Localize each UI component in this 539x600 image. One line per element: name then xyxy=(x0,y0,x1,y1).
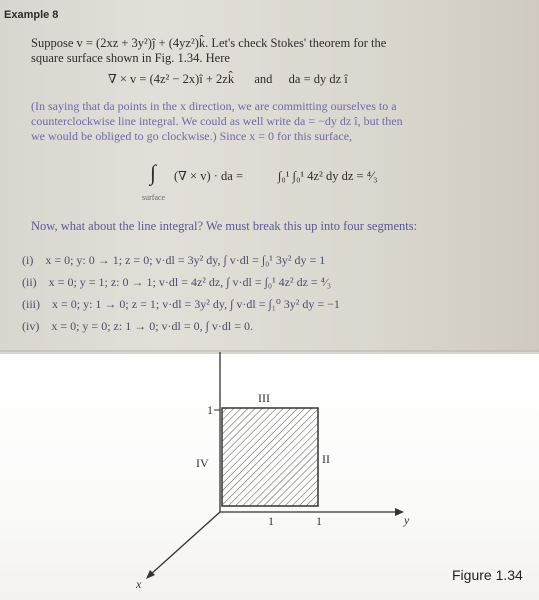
surface-double-integral: ∫₀¹ ∫₀¹ 4z² dy dz = ⁴⁄₃ xyxy=(278,169,378,183)
segment-ii-label: (ii) xyxy=(22,275,37,289)
tick-label-y-2: 1 xyxy=(316,514,322,528)
paragraph-line-1: Suppose v = (2xz + 3y²)ĵ + (4yz²)k̂. Let's check Stokes' theorem for the xyxy=(31,36,387,50)
now-statement: Now, what about the line integral? We must break this up into four segments: xyxy=(31,219,418,233)
tick-label-y-1: 1 xyxy=(268,514,274,528)
segment-ii xyxy=(22,275,331,290)
segment-iv-label: (iv) xyxy=(22,319,40,333)
example-heading: Example 8 xyxy=(4,9,59,21)
segment-iv-text: x = 0; y = 0; z: 1 → 0; v·dl = 0, ∫ v·dl = 0. xyxy=(51,319,254,333)
surface-integrand: (∇ × v) · da = xyxy=(174,169,243,183)
segment-i-text: x = 0; y: 0 → 1; z = 0; v·dl = 3y² dy, ∫ v·dl = ∫₀¹ 3y² dy = 1 xyxy=(45,253,326,267)
figure-caption: Figure 1.34 xyxy=(452,567,523,583)
label-segment-iii: III xyxy=(258,391,270,405)
x-axis xyxy=(150,512,220,575)
equation-curl-rhs: da = dy dz î xyxy=(288,72,348,86)
segment-iii-text: x = 0; y: 1 → 0; z = 1; v·dl = 3y² dy, ∫ v·dl = ∫₁⁰ 3y² dy = −1 xyxy=(52,297,340,311)
label-segment-ii: II xyxy=(322,452,330,466)
segment-i xyxy=(22,253,325,268)
paragraph-line-2: square surface shown in Fig. 1.34. Here xyxy=(31,51,230,65)
segment-iii xyxy=(22,297,340,312)
remark-line-3: we would be obliged to go clockwise.) Since x = 0 for this surface, xyxy=(31,129,353,143)
tick-label-z: 1 xyxy=(207,403,213,417)
equation-curl-lhs: ∇ × v = (4z² − 2x)î + 2zk̂ xyxy=(108,72,235,86)
axis-label-x: x xyxy=(136,577,142,591)
segment-ii-text: x = 0; y = 1; z: 0 → 1; v·dl = 4z² dz, ∫ v·dl = ∫₀¹ 4z² dz = ⁴⁄₃ xyxy=(48,275,332,289)
figure-1-34 xyxy=(0,352,539,600)
equation-curl-joiner: and xyxy=(254,72,273,86)
segment-i-label: (i) xyxy=(22,253,34,267)
segment-iv xyxy=(22,319,253,334)
hatched-square-surface xyxy=(222,408,318,506)
axis-label-y: y xyxy=(404,513,410,527)
label-segment-iv: IV xyxy=(196,456,209,470)
y-axis-arrow xyxy=(395,508,404,516)
remark-line-2: counterclockwise line integral. We could as well write da = −dy dz î, but then xyxy=(31,114,403,128)
equation-curl xyxy=(108,72,348,87)
surface-integral-sign: ∫ xyxy=(150,160,157,185)
surface-under-label: surface xyxy=(142,193,166,202)
segment-iii-label: (iii) xyxy=(22,297,40,311)
remark-line-1: (In saying that da points in the x direction, we are committing ourselves to a xyxy=(31,99,397,113)
